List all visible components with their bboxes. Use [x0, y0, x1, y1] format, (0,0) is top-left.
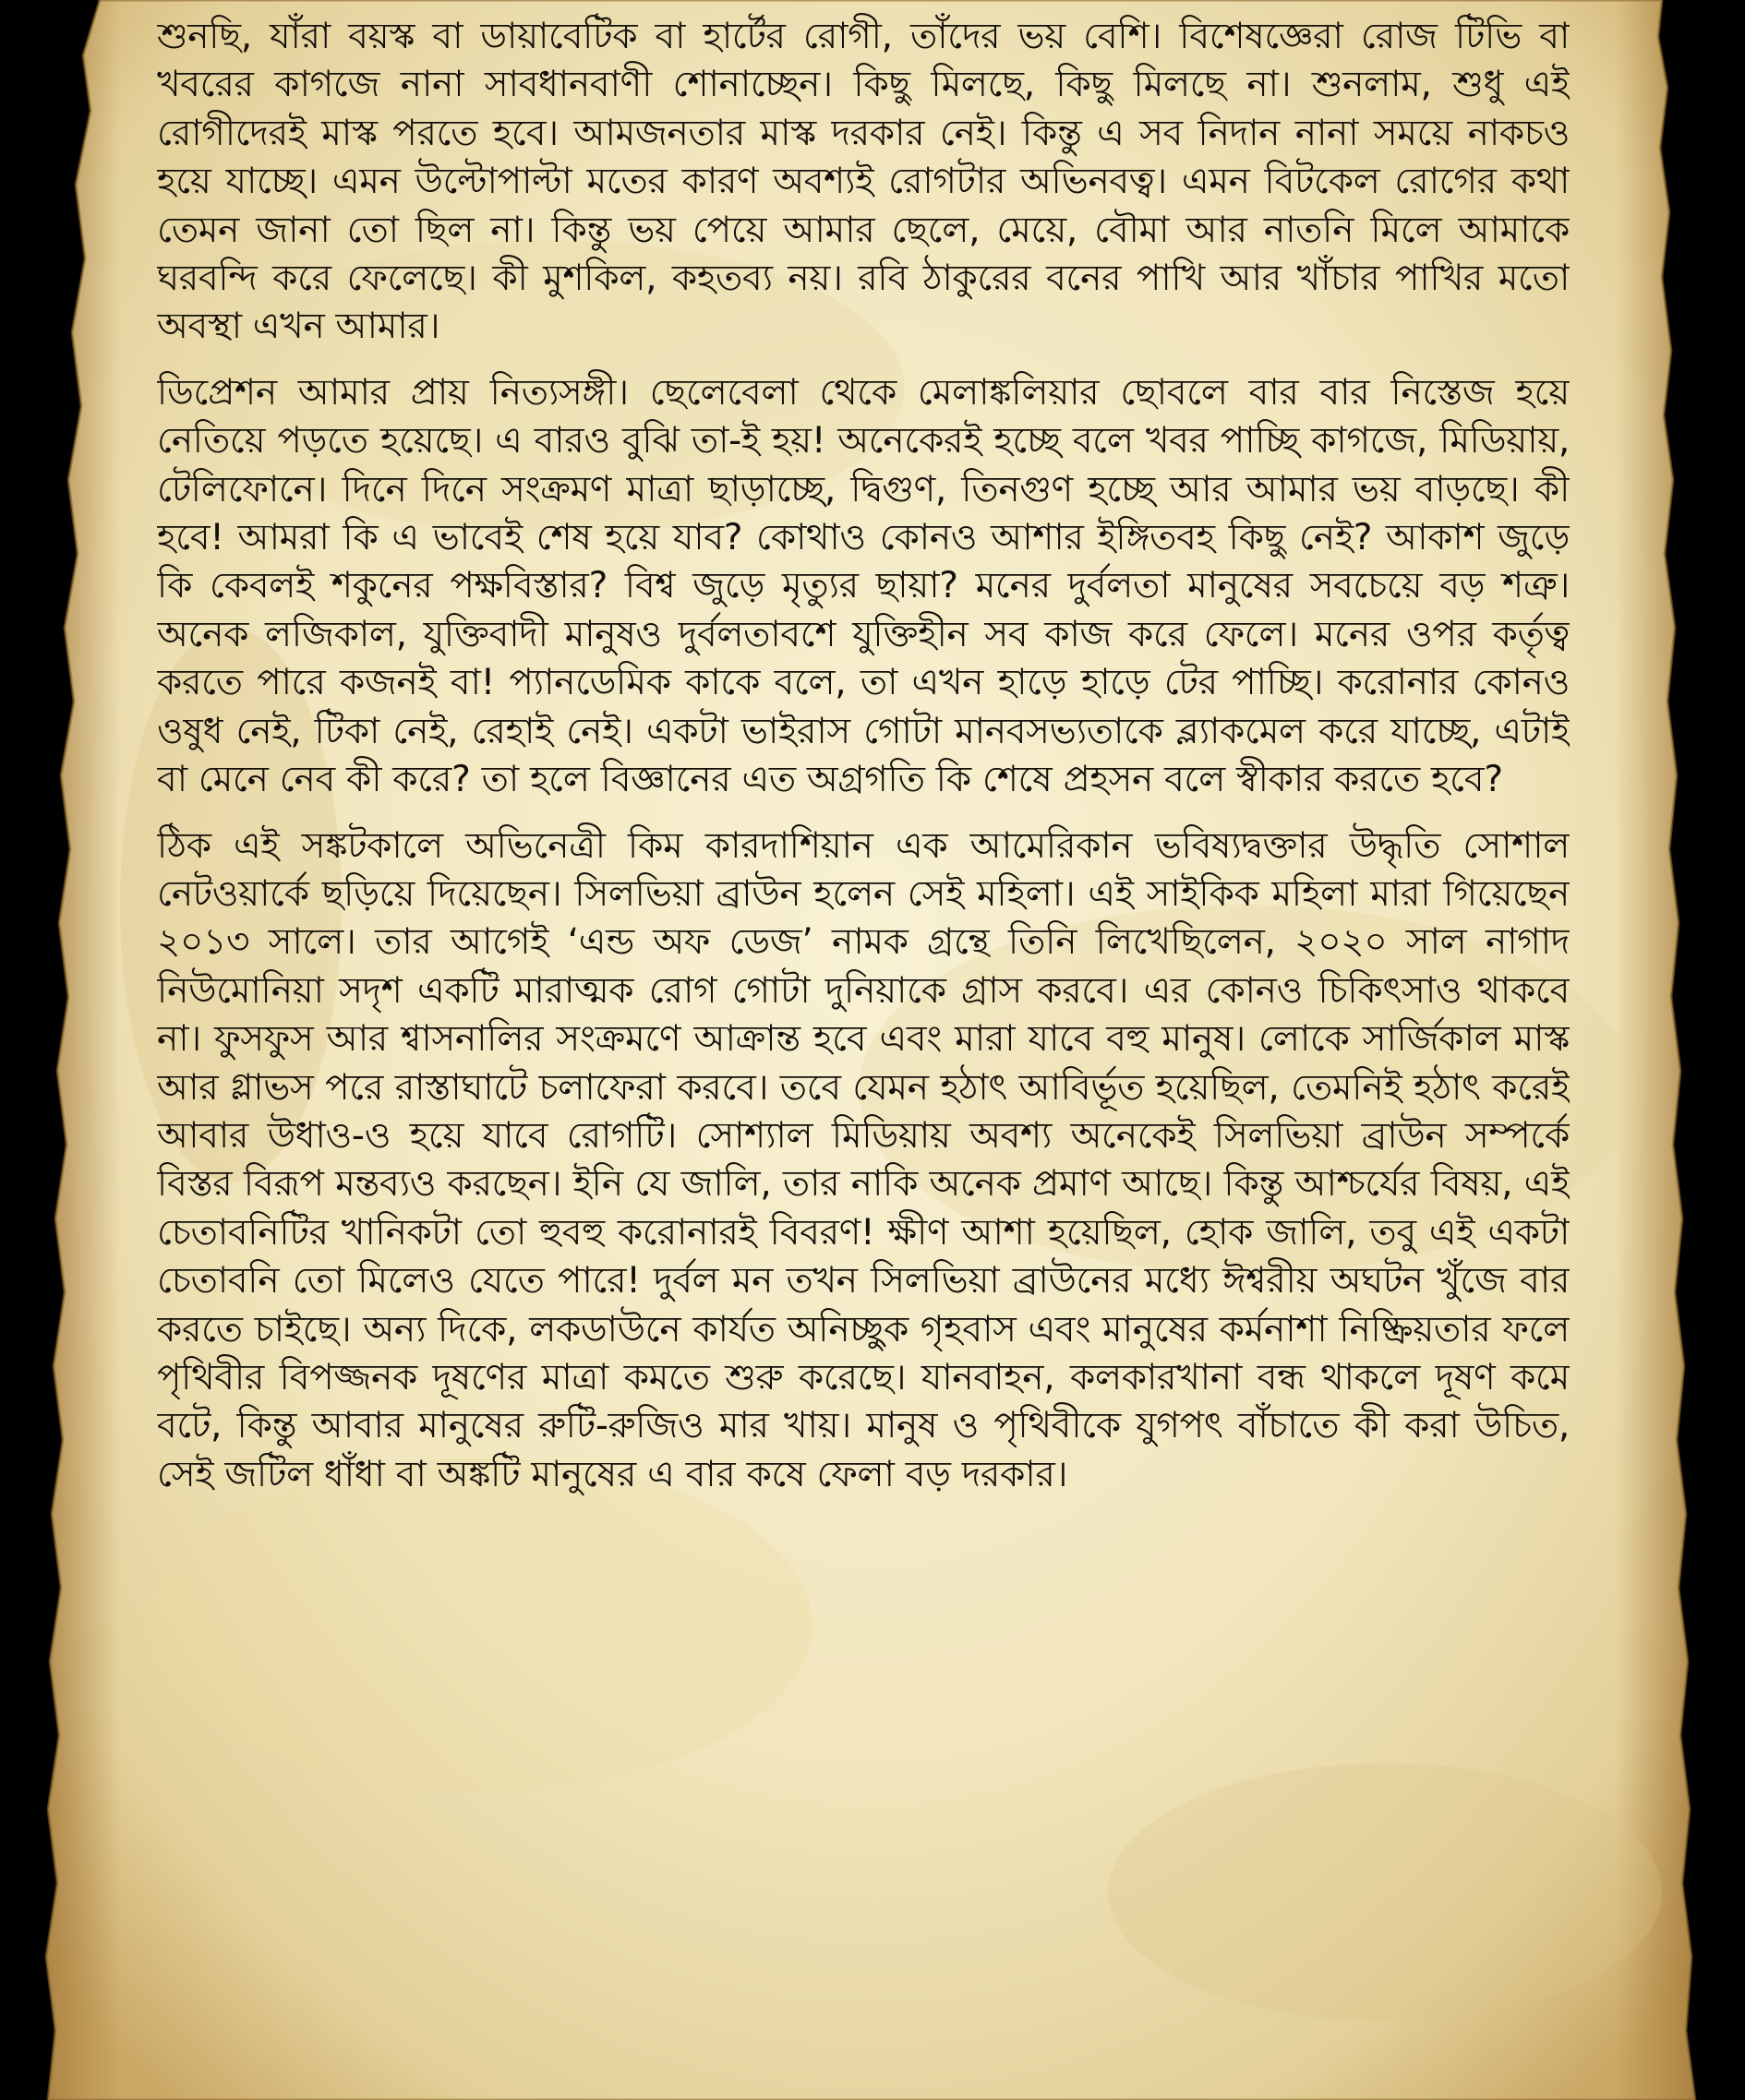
paragraph-1: শুনছি, যাঁরা বয়স্ক বা ডায়াবেটিক বা হার্টের রোগী, তাঁদের ভয় বেশি। বিশেষজ্ঞেরা রোজ টিভি বা খবরের কাগজে নানা সাবধানবাণী শোনাচ্ছেন। কিছু মিলছে, কিছু মিলছে না। শুনলাম, শুধু এই রোগীদেরই মাস্ক পরতে হবে। আমজনতার মাস্ক দরকার নেই। কিন্তু এ সব নিদান নানা সময়ে নাকচও হয়ে যাচ্ছে। এমন উল্টোপাল্টা মতের কারণ অবশ্যই রোগটার অভিনবত্ব। এমন বিটকেল রোগের কথা তেমন জানা তো ছিল না। কিন্তু ভয় পেয়ে আমার ছেলে, মেয়ে, বৌমা আর নাতনি মিলে আমাকে ঘরবন্দি করে ফেলেছে। কী মুশকিল, কহতব্য নয়। রবি ঠাকুরের বনের পাখি আর খাঁচার পাখির মতো অবস্থা এখন আমার। — [157, 16, 1570, 348]
paragraph-3: ঠিক এই সঙ্কটকালে অভিনেত্রী কিম কারদাশিয়ান এক আমেরিকান ভবিষ্যদ্বক্তার উদ্ধৃতি সোশাল নেটওয়ার্কে ছড়িয়ে দিয়েছেন। সিলভিয়া ব্রাউন হলেন সেই মহিলা। এই সাইকিক মহিলা মারা গিয়েছেন ২০১৩ সালে। তার আগেই ‘এন্ড অফ ডেজ’ নামক গ্রন্থে তিনি লিখেছিলেন, ২০২০ সাল নাগাদ নিউমোনিয়া সদৃশ একটি মারাত্মক রোগ গোটা দুনিয়াকে গ্রাস করবে। এর কোনও চিকিৎসাও থাকবে না। ফুসফুস আর শ্বাসনালির সংক্রমণে আক্রান্ত হবে এবং মারা যাবে বহু মানুষ। লোকে সার্জিকাল মাস্ক আর গ্লাভস পরে রাস্তাঘাটে চলাফেরা করবে। তবে যেমন হঠাৎ আবির্ভূত হয়েছিল, তেমনিই হঠাৎ করেই আবার উধাও-ও হয়ে যাবে রোগটি। সোশ্যাল মিডিয়ায় অবশ্য অনেকেই সিলভিয়া ব্রাউন সম্পর্কে বিস্তর বিরূপ মন্তব্যও করছেন। ইনি যে জালি, তার নাকি অনেক প্রমাণ আছে। কিন্তু আশ্চর্যের বিষয়, এই চেতাবনিটির খানিকটা তো হুবহু করোনারই বিবরণ! ক্ষীণ আশা হয়েছিল, হোক জালি, তবু এই একটা চেতাবনি তো মিলেও যেতে পারে! দুর্বল মন তখন সিলভিয়া ব্রাউনের মধ্যে ঈশ্বরীয় অঘটন খুঁজে বার করতে চাইছে। অন্য দিকে, লকডাউনে কার্যত অনিচ্ছুক গৃহবাস এবং মানুষের কর্মনাশা নিষ্ক্রিয়তার ফলে পৃথিবীর বিপজ্জনক দূষণের মাত্রা কমতে শুরু করেছে। যানবাহন, কলকারখানা বন্ধ থাকলে দূষণ কমে বটে, কিন্তু আবার মানুষের রুটি-রুজিও মার খায়। মানুষ ও পৃথিবীকে যুগপৎ বাঁচাতে কী করা উচিত, সেই জটিল ধাঁধা বা অঙ্কটি মানুষের এ বার কষে ফেলা বড় দরকার। — [157, 824, 1570, 1495]
paragraph-2: ডিপ্রেশন আমার প্রায় নিত্যসঙ্গী। ছেলেবেলা থেকে মেলাঙ্কলিয়ার ছোবলে বার বার নিস্তেজ হয়ে নেতিয়ে পড়তে হয়েছে। এ বারও বুঝি তা-ই হয়! অনেকেরই হচ্ছে বলে খবর পাচ্ছি কাগজে, মিডিয়ায়, টেলিফোনে। দিনে দিনে সংক্রমণ মাত্রা ছাড়াচ্ছে, দ্বিগুণ, তিনগুণ হচ্ছে আর আমার ভয় বাড়ছে। কী হবে! আমরা কি এ ভাবেই শেষ হয়ে যাব? কোথাও কোনও আশার ইঙ্গিতবহ কিছু নেই? আকাশ জুড়ে কি কেবলই শকুনের পক্ষবিস্তার? বিশ্ব জুড়ে মৃত্যুর ছায়া? মনের দুর্বলতা মানুষের সবচেয়ে বড় শত্রু। অনেক লজিকাল, যুক্তিবাদী মানুষও দুর্বলতাবশে যুক্তিহীন সব কাজ করে ফেলে। মনের ওপর কর্তৃত্ব করতে পারে কজনই বা! প্যানডেমিক কাকে বলে, তা এখন হাড়ে হাড়ে টের পাচ্ছি। করোনার কোনও ওষুধ নেই, টিকা নেই, রেহাই নেই। একটা ভাইরাস গোটা মানবসভ্যতাকে ব্ল্যাকমেল করে যাচ্ছে, এটাই বা মেনে নেব কী করে? তা হলে বিজ্ঞানের এত অগ্রগতি কি শেষে প্রহসন বলে স্বীকার করতে হবে? — [157, 371, 1570, 801]
article-body — [157, 13, 1570, 2090]
